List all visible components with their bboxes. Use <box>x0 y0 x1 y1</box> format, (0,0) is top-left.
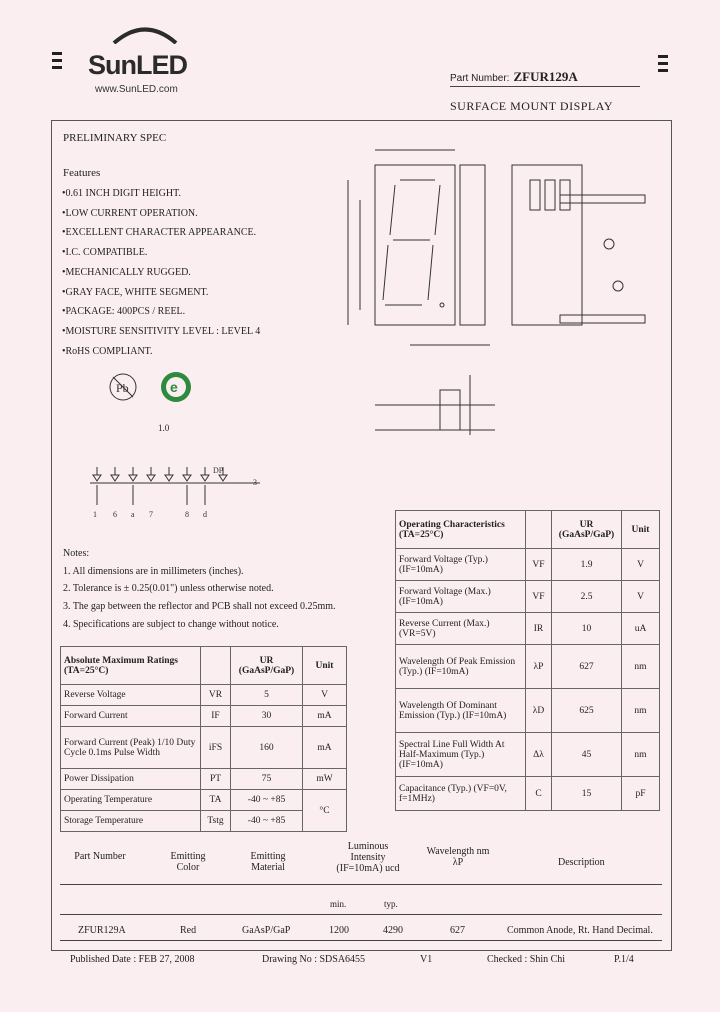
pin-label: DP <box>213 466 224 475</box>
feature-item: •LOW CURRENT OPERATION. <box>62 207 198 219</box>
table-cell: Tstg <box>201 811 231 832</box>
table-cell: -40 ~ +85 <box>231 811 303 832</box>
pin-label: d <box>203 510 207 519</box>
header-rule <box>450 86 640 87</box>
abs-max-header <box>201 647 231 685</box>
pin-label: 7 <box>149 510 153 519</box>
feature-item: •I.C. COMPATIBLE. <box>62 247 148 259</box>
features-title: Features <box>63 167 101 179</box>
table-cell: -40 ~ +85 <box>231 790 303 811</box>
note-item: 4. Specifications are subject to change without notice. <box>63 618 279 630</box>
table-cell: Wavelength Of Peak Emission (Typ.) (IF=10mA) <box>396 645 526 689</box>
table-cell: Δλ <box>526 733 552 777</box>
table-cell: λD <box>526 689 552 733</box>
sel-rule-bottom <box>60 940 662 941</box>
table-cell: Reverse Voltage <box>61 685 201 706</box>
logo-arc <box>110 22 180 44</box>
abs-max-header: Unit <box>303 647 347 685</box>
op-char-header: Unit <box>622 511 660 549</box>
abs-max-header: UR (GaAsP/GaP) <box>231 647 303 685</box>
table-cell: VF <box>526 549 552 581</box>
notes-block <box>63 545 336 634</box>
sel-header-part: Part Number <box>74 851 126 862</box>
checked-by: Checked : Shin Chi <box>487 954 566 965</box>
version: V1 <box>420 954 433 965</box>
document-subtitle: SURFACE MOUNT DISPLAY <box>450 99 613 113</box>
part-number-block <box>450 68 578 86</box>
table-cell: Forward Current <box>61 706 201 727</box>
table-cell: V <box>303 685 347 706</box>
table-cell: 45 <box>552 733 622 777</box>
feature-item: •MECHANICALLY RUGGED. <box>62 266 191 278</box>
table-cell: 160 <box>231 727 303 769</box>
sel-description: Common Anode, Rt. Hand Decimal. <box>507 925 653 936</box>
sel-rule-top <box>60 884 662 885</box>
abs-max-table <box>60 646 347 832</box>
page-number: P.1/4 <box>614 954 634 965</box>
table-cell: 30 <box>231 706 303 727</box>
table-cell: Forward Current (Peak) 1/10 Duty Cycle 0.1ms Pulse Width <box>61 727 201 769</box>
op-char-header <box>526 511 552 549</box>
table-cell: 627 <box>552 645 622 689</box>
sel-material: GaAsP/GaP <box>242 925 291 936</box>
table-cell: IF <box>201 706 231 727</box>
table-cell: V <box>622 549 660 581</box>
diagram-scale: 1.0 <box>158 423 170 433</box>
table-cell: °C <box>303 790 347 832</box>
left-bar-mark <box>52 52 62 73</box>
table-cell: TA <box>201 790 231 811</box>
note-item: 1. All dimensions are in millimeters (inches). <box>63 565 244 577</box>
table-cell: Wavelength Of Dominant Emission (Typ.) (IF=10mA) <box>396 689 526 733</box>
table-cell: PT <box>201 769 231 790</box>
pin-label: 3 <box>253 478 257 487</box>
sel-rule-mid <box>60 914 662 915</box>
table-cell: 625 <box>552 689 622 733</box>
table-cell: mA <box>303 727 347 769</box>
right-bar-mark <box>658 55 668 76</box>
operating-characteristics-table <box>395 510 660 811</box>
table-cell: C <box>526 777 552 811</box>
abs-max-header: Absolute Maximum Ratings (TA=25°C) <box>61 647 201 685</box>
spec-title: PRELIMINARY SPEC <box>63 132 167 144</box>
website-url[interactable]: www.SunLED.com <box>95 84 178 95</box>
op-char-header: UR (GaAsP/GaP) <box>552 511 622 549</box>
feature-item: •0.61 INCH DIGIT HEIGHT. <box>62 188 181 199</box>
table-cell: 15 <box>552 777 622 811</box>
features-list <box>62 184 260 361</box>
table-cell: uA <box>622 613 660 645</box>
table-cell: iFS <box>201 727 231 769</box>
sel-header-wavelength: Wavelength nm λP <box>426 846 490 868</box>
table-cell: mA <box>303 706 347 727</box>
table-cell: 10 <box>552 613 622 645</box>
table-cell: nm <box>622 689 660 733</box>
feature-item: •PACKAGE: 400PCS / REEL. <box>62 306 186 318</box>
part-number-label: Part Number: <box>450 73 510 84</box>
sel-color: Red <box>180 925 197 936</box>
table-cell: Storage Temperature <box>61 811 201 832</box>
table-cell: mW <box>303 769 347 790</box>
pin-label: 8 <box>185 510 189 519</box>
table-cell: Spectral Line Full Width At Half-Maximum (Typ.) (IF=10mA) <box>396 733 526 777</box>
svg-text:Pb: Pb <box>116 381 129 395</box>
sel-sub-min: min. <box>330 899 347 909</box>
table-cell: Capacitance (Typ.) (VF=0V, f=1MHz) <box>396 777 526 811</box>
svg-text:e: e <box>170 379 178 395</box>
feature-item: •RoHS COMPLIANT. <box>62 345 153 357</box>
table-cell: VR <box>201 685 231 706</box>
part-number-value: ZFUR129A <box>513 69 578 84</box>
table-cell: 5 <box>231 685 303 706</box>
package-drawing <box>330 140 660 450</box>
table-cell: nm <box>622 733 660 777</box>
table-cell: nm <box>622 645 660 689</box>
table-cell: Operating Temperature <box>61 790 201 811</box>
sel-typ: 4290 <box>383 925 403 936</box>
note-item: 3. The gap between the reflector and PCB shall not exceed 0.25mm. <box>63 601 336 613</box>
table-cell: VF <box>526 581 552 613</box>
table-cell: pF <box>622 777 660 811</box>
sel-header-color: Emitting Color <box>170 851 206 873</box>
drawing-number: Drawing No : SDSA6455 <box>262 954 366 965</box>
feature-item: •GRAY FACE, WHITE SEGMENT. <box>62 286 209 298</box>
pin-label: 1 <box>93 510 97 519</box>
table-cell: Power Dissipation <box>61 769 201 790</box>
table-cell: IR <box>526 613 552 645</box>
op-char-header: Operating Characteristics (TA=25°C) <box>396 511 526 549</box>
sel-header-intensity: Luminous Intensity (IF=10mA) ucd <box>336 841 400 874</box>
sel-header-description: Description <box>558 857 605 868</box>
sel-part: ZFUR129A <box>78 925 126 936</box>
note-item: 2. Tolerance is ± 0.25(0.01") unless otherwise noted. <box>63 583 274 595</box>
logo: SunLED <box>88 50 187 80</box>
circuit-diagram <box>85 455 275 520</box>
table-cell: Reverse Current (Max.) (VR=5V) <box>396 613 526 645</box>
sel-min: 1200 <box>329 925 349 936</box>
pb-free-icon <box>108 372 138 402</box>
sel-sub-typ: typ. <box>384 899 398 909</box>
pin-label: 6 <box>113 510 117 519</box>
published-date: Published Date : FEB 27, 2008 <box>70 954 195 965</box>
sel-wavelength: 627 <box>450 925 465 936</box>
rohs-icon <box>159 370 193 404</box>
feature-item: •EXCELLENT CHARACTER APPEARANCE. <box>62 227 257 239</box>
table-cell: 75 <box>231 769 303 790</box>
sel-header-material: Emitting Material <box>250 851 286 873</box>
table-cell: λP <box>526 645 552 689</box>
table-cell: 2.5 <box>552 581 622 613</box>
table-cell: Forward Voltage (Max.) (IF=10mA) <box>396 581 526 613</box>
notes-title: Notes: <box>63 548 90 559</box>
table-cell: 1.9 <box>552 549 622 581</box>
feature-item: •MOISTURE SENSITIVITY LEVEL : LEVEL 4 <box>62 325 261 337</box>
pin-label: a <box>131 510 135 519</box>
table-cell: V <box>622 581 660 613</box>
table-cell: Forward Voltage (Typ.) (IF=10mA) <box>396 549 526 581</box>
